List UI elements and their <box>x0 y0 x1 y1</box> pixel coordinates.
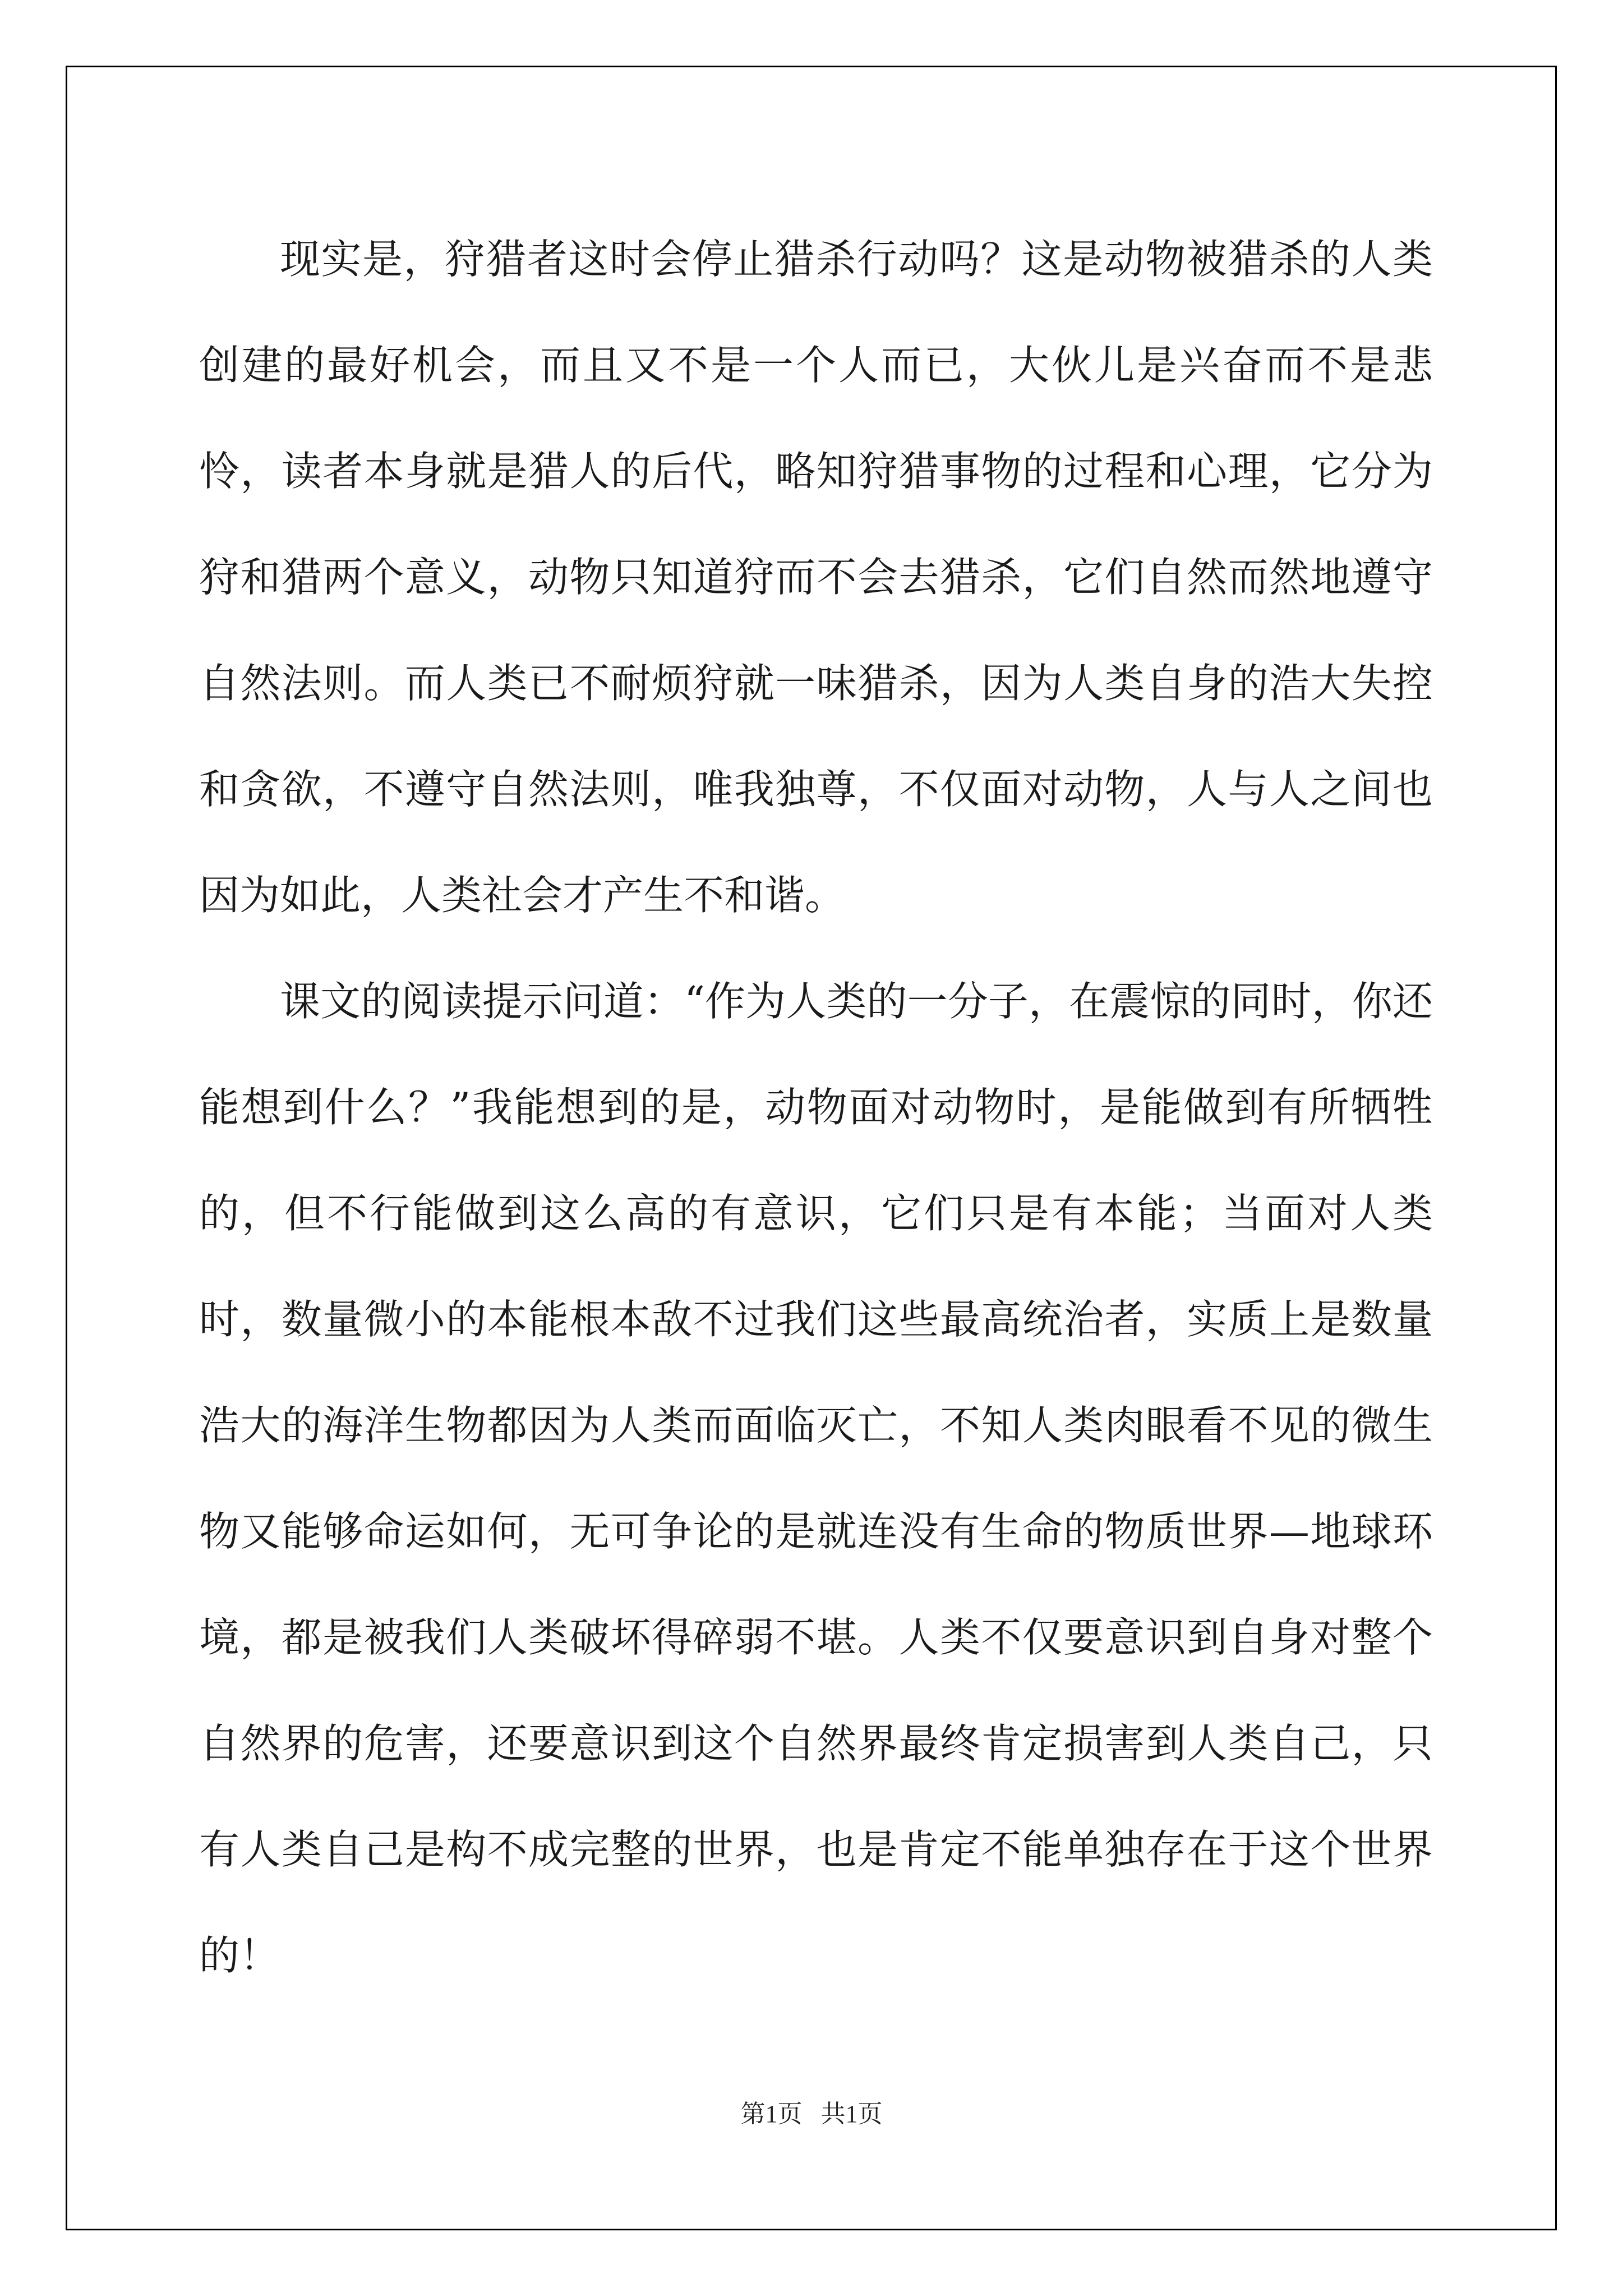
page-number-footer: 第1页 共1页 <box>740 2100 883 2128</box>
paragraph: 现实是，狩猎者这时会停止猎杀行动吗？这是动物被猎杀的人类创建的最好机会，而且又不是一个人而已，大伙儿是兴奋而不是悲怜，读者本身就是猎人的后代，略知狩猎事物的过程和心理，它分为狩和猎两个意义，动物只知道狩而不会去猎杀，它们自然而然地遵守自然法则。而人类已不耐烦狩就一味猎杀，因为人类自身的浩大失控和贪欲，不遵守自然法则，唯我独尊，不仅面对动物，人与人之间也因为如此，人类社会才产生不和谐。 <box>199 236 1433 919</box>
document-body <box>199 206 1433 2009</box>
paragraph: 课文的阅读提示问道：“作为人类的一分子，在震惊的同时，你还能想到什么？”我能想到的是，动物面对动物时，是能做到有所牺牲的，但不行能做到这么高的有意识，它们只是有本能；当面对人类时，数量微小的本能根本敌不过我们这些最高统治者，实质上是数量浩大的海洋生物都因为人类而面临灭亡，不知人类肉眼看不见的微生物又能够命运如何，无可争论的是就连没有生命的物质世界—地球环境，都是被我们人类破坏得碎弱不堪。人类不仅要意识到自身对整个自然界的危害，还要意识到这个自然界最终肯定损害到人类自己，只有人类自己是构不成完整的世界，也是肯定不能单独存在于这个世界的！ <box>199 978 1433 1979</box>
